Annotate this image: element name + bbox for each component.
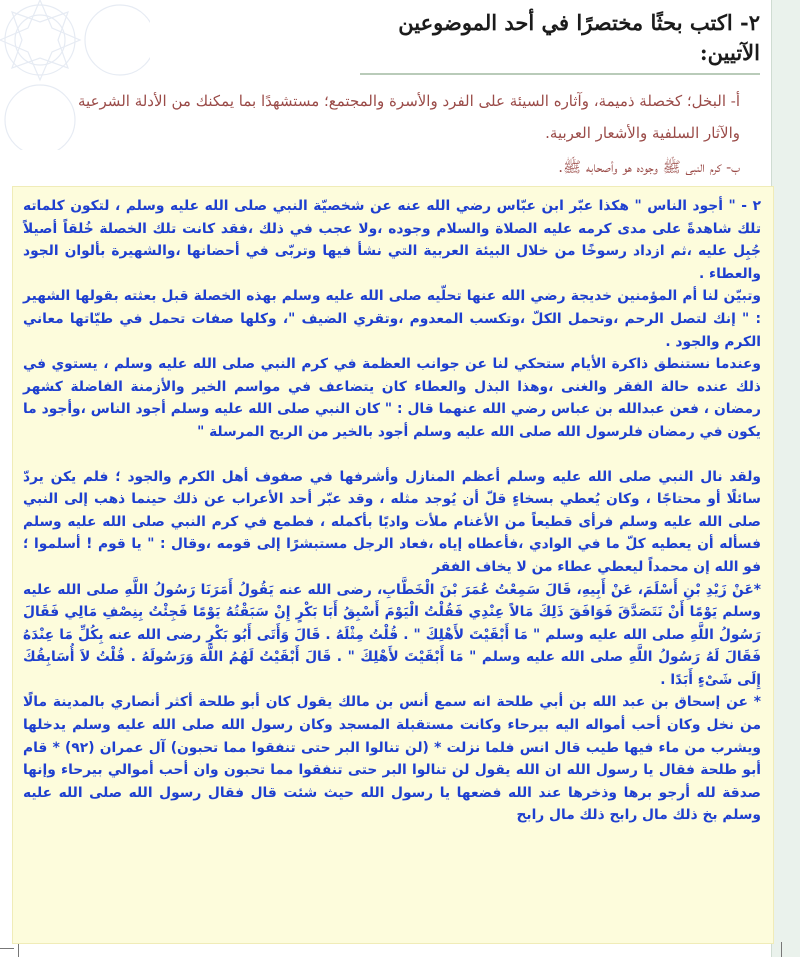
answer-paragraph: ولقد نال النبي صلى الله عليه وسلم أعظم المنازل وأشرفها في صفوف أهل الكرم والجود ؛ فلم يكن يردّ سائلًا أو محتاجًا ، وكان يُعطي بسخاءٍ قلّ أن يُوجد مثله ، وقد عبّر أحد الأعراب عن ذلك حينما ذهب إلى النبي صلى الله عليه وسلم فرأى قطيعاً من الأغنام ملأت واديًا بأكمله ، فطمع في كرم النبي صلى الله عليه وسلم فسأله أن يعطيه كلّ ما في الوادي ،فأعطاه إياه ،فعاد الرجل مستبشرًا إلى قومه ،وقال : " يا قوم ! أسلموا ؛فو الله إن محمداً ليعطي عطاء من لا يخاف الفقر bbox=[23, 468, 761, 575]
topic-a: أ- البخل؛ كخصلة ذميمة، وآثاره السيئة على الفرد والأسرة والمجتمع؛ مستشهدًا بما يمكنك من الأدلة الشرعية والآثار السلفية والأشعار العربية. bbox=[78, 92, 740, 142]
page-margin-band bbox=[771, 0, 800, 957]
topic-b: ب- كرم النبي ﷺ وجوده هو وأصحابه ﷺ. bbox=[558, 158, 740, 175]
answer-text-box bbox=[12, 186, 774, 944]
paragraph-gap bbox=[23, 444, 761, 466]
answer-paragraph: وعندما نستنطق ذاكرة الأيام ستحكي لنا عن جوانب العظمة في كرم النبي صلى الله عليه وسلم ، يستوي في ذلك عنده حالة الفقر والغنى ،وهذا البذل والعطاء كان يتضاعف في مواسم الخير والأزمنة الفاضلة كشهر رمضان ، فعن عبدالله بن عباس رضي الله عنهما قال : " كان النبي صلى الله عليه وسلم أجود الناس ،وأجود ما يكون في رمضان فلرسول الله صلى الله عليه وسلم أجود بالخير من الريح المرسلة " bbox=[23, 356, 761, 440]
hadith-paragraph: *عَنْ زَيْدِ بْنِ أَسْلَمَ، عَنْ أَبِيهِ، قَالَ سَمِعْتُ عُمَرَ بْنَ الْخَطَّابِ، رضى الله عنه يَقُولُ أَمَرَنَا رَسُولُ اللَّهِ صلى الله عليه وسلم يَوْمًا أَنْ نَتَصَدَّقَ فَوَافَقَ ذَلِكَ مَالاً عِنْدِي فَقُلْتُ الْيَوْمَ أَسْبِقُ أَبَا بَكْرٍ إِنْ سَبَقْتُهُ يَوْمًا فَجِئْتُ بِنِصْفِ مَالِي فَقَالَ رَسُولُ اللَّهِ صلى الله عليه وسلم " مَا أَبْقَيْتَ لأَهْلِكَ " . قُلْتُ مِثْلَهُ . قَالَ وَأَتَى أَبُو بَكْرٍ رضى الله عنه بِكُلِّ مَا عِنْدَهُ فَقَالَ لَهُ رَسُولُ اللَّهِ صلى الله عليه وسلم " مَا أَبْقَيْتَ لأَهْلِكَ " . قَالَ أَبْقَيْتُ لَهُمُ اللَّهَ وَرَسُولَهُ . قُلْتُ لاَ أُسَابِقُكَ إِلَى شَىْءٍ أَبَدًا . bbox=[23, 581, 761, 688]
crop-mark bbox=[0, 948, 14, 949]
answer-paragraph: ٢ - " أجود الناس " هكذا عبّر ابن عبّاس رضي الله عنه عن شخصيّة النبي صلى الله عليه وسلم ، لتكون كلماته تلك شاهدةً على مدى كرمه عليه الصلاة والسلام وجوده ،ولا عجب في ذلك ،فقد كانت تلك الخصلة خُلقاً أصيلاً جُبِل عليه ،ثم ازداد رسوخًا من خلال البيئة العربية التي نشأ فيها وتربّى في أحضانها ،والشهيرة بألوان الجود والعطاء . bbox=[23, 198, 761, 282]
answer-paragraph: وتبيّن لنا أم المؤمنين خديجة رضي الله عنها تحلّيه صلى الله عليه وسلم بهذه الخصلة قبل بعثته بقولها الشهير : " إنك لتصل الرحم ،وتحمل الكلّ ،وتكسب المعدوم ،وتقري الضيف "، وكلها صفات تحمل في طيّاتها معاني الكرم والجود . bbox=[23, 288, 761, 350]
exercise-question: ٢- اكتب بحثًا مختصرًا في أحد الموضوعين الآتيين: bbox=[360, 8, 760, 75]
crop-mark bbox=[781, 942, 782, 957]
crop-mark bbox=[18, 942, 19, 957]
exercise-header bbox=[40, 8, 760, 175]
hadith-paragraph: * عن إسحاق بن عبد الله بن أبي طلحة انه سمع أنس بن مالك يقول كان أبو طلحة أكثر أنصاري بالمدينة مالًا من نخل وكان أحب أمواله اليه بيرحاء وكانت مستقبلة المسجد وكان رسول الله صلى الله عليه وسلم يدخلها ويشرب من ماء فيها طيب قال انس فلما نزلت * (لن تنالوا البر حتى تنفقوا مما تحبون) آل عمران (٩٢) * قام أبو طلحة فقال يا رسول الله ان الله يقول لن تنالوا البر حتى تنفقوا مما تحبون وان أحب أموالي بيرحاء وإنها صدقة لله أرجو برها وذخرها عند الله فضعها يا رسول الله حيث شئت قال فقال رسول الله صلى الله عليه وسلم بخ ذلك مال رابح ذلك مال رابح bbox=[23, 694, 761, 824]
